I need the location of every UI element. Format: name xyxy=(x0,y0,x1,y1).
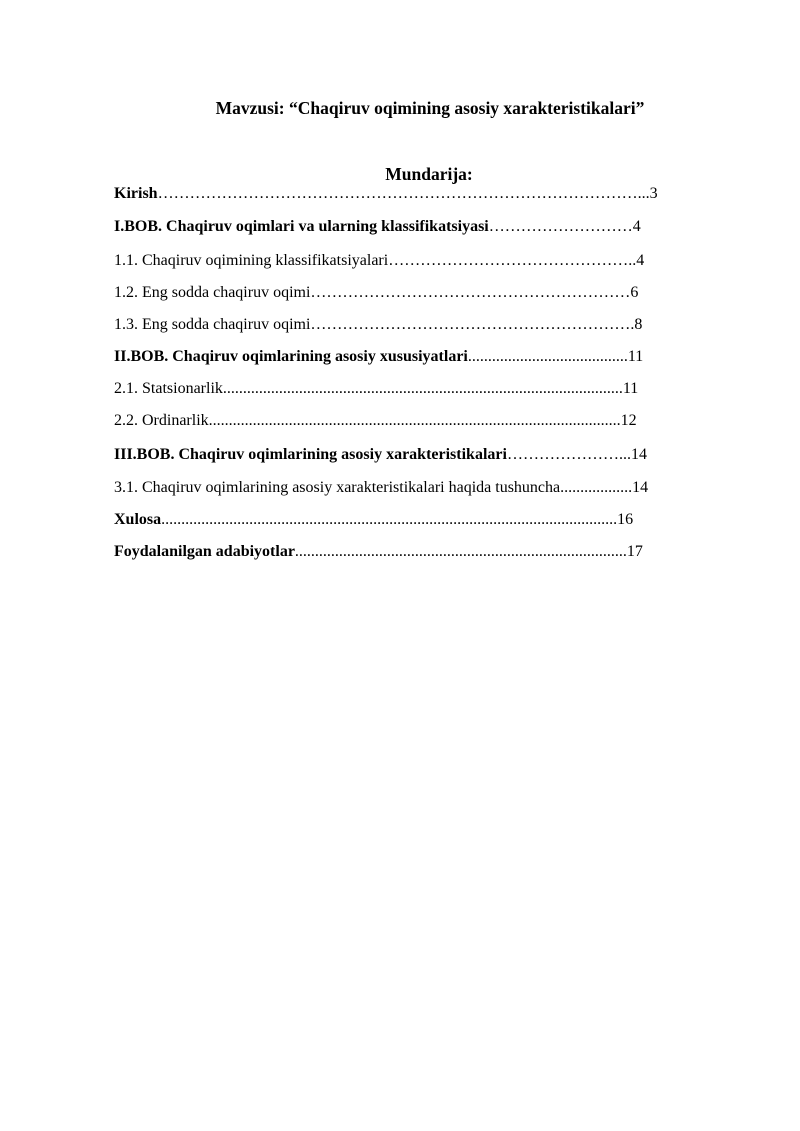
toc-entry-page: 6 xyxy=(630,284,639,301)
toc-entry-page: 4 xyxy=(632,218,641,235)
toc-entry-label: Foydalanilgan adabiyotlar xyxy=(114,543,295,560)
toc-entry-label: 2.2. Ordinarlik xyxy=(114,412,209,429)
toc-entry-page: 3 xyxy=(649,185,658,202)
toc-entry-kirish xyxy=(114,183,658,205)
toc-entry-page: 16 xyxy=(617,511,634,528)
toc-entry-label: II.BOB. Chaqiruv oqimlarining asosiy xususiyatlari xyxy=(114,348,468,365)
toc-entry-1-3 xyxy=(114,314,642,336)
toc-entry-xulosa xyxy=(114,509,633,531)
toc-entry-page: 8 xyxy=(634,316,643,333)
toc-entry-leader: …………………... xyxy=(506,446,631,463)
toc-entry-leader: ……………………………………….. xyxy=(388,252,637,269)
toc-entry-label: 1.1. Chaqiruv oqimining klassifikatsiyalari xyxy=(114,252,389,269)
toc-entry-label: Kirish xyxy=(114,185,158,202)
toc-entry-leader: ……………………… xyxy=(488,218,633,235)
toc-entry-bob3 xyxy=(114,444,647,466)
toc-entry-page: 14 xyxy=(632,479,649,496)
toc-entry-adabiyotlar xyxy=(114,541,643,563)
toc-entry-label: 2.1. Statsionarlik xyxy=(114,380,223,397)
toc-entry-leader: ................................................................................... xyxy=(294,543,627,560)
toc-heading: Mundarija: xyxy=(385,164,473,184)
toc-entry-leader: .................. xyxy=(560,479,633,496)
toc-entry-page: 12 xyxy=(620,412,637,429)
toc-entry-page: 14 xyxy=(630,446,647,463)
toc-entry-label: 1.2. Eng sodda chaqiruv oqimi xyxy=(114,284,311,301)
document-title: Mavzusi: “Chaqiruv oqimining asosiy xarakteristikalari” xyxy=(215,98,645,118)
toc-entry-page: 4 xyxy=(636,252,645,269)
toc-entry-leader: .................................................................................................................. xyxy=(161,511,618,528)
toc-entry-leader: ………………………………………………………………………………... xyxy=(157,185,650,202)
toc-entry-leader: …………………………………………………… xyxy=(310,284,631,301)
toc-entry-3-1 xyxy=(114,477,648,499)
toc-entry-2-1 xyxy=(114,378,638,400)
toc-entry-2-2 xyxy=(114,410,637,432)
toc-entry-label: 3.1. Chaqiruv oqimlarining asosiy xarakteristikalari haqida tushuncha xyxy=(114,479,561,496)
toc-entry-label: III.BOB. Chaqiruv oqimlarining asosiy xarakteristikalari xyxy=(114,446,507,463)
toc-entry-page: 11 xyxy=(622,380,639,397)
toc-entry-bob2 xyxy=(114,346,643,368)
toc-entry-leader: .................................................................................................... xyxy=(222,380,623,397)
toc-entry-leader: ........................................ xyxy=(467,348,628,365)
toc-entry-page: 17 xyxy=(626,543,643,560)
toc-entry-label: I.BOB. Chaqiruv oqimlari va ularning klassifikatsiyasi xyxy=(114,218,489,235)
toc-entry-1-1 xyxy=(114,250,644,272)
toc-entry-label: Xulosa xyxy=(114,511,162,528)
toc-entry-label: 1.3. Eng sodda chaqiruv oqimi xyxy=(114,316,311,333)
toc-entry-1-2 xyxy=(114,282,638,304)
toc-entry-page: 11 xyxy=(627,348,644,365)
toc-entry-bob1 xyxy=(114,216,641,238)
toc-entry-leader: ……………………………………………………. xyxy=(310,316,635,333)
toc-entry-leader: ....................................................................................................... xyxy=(208,412,621,429)
